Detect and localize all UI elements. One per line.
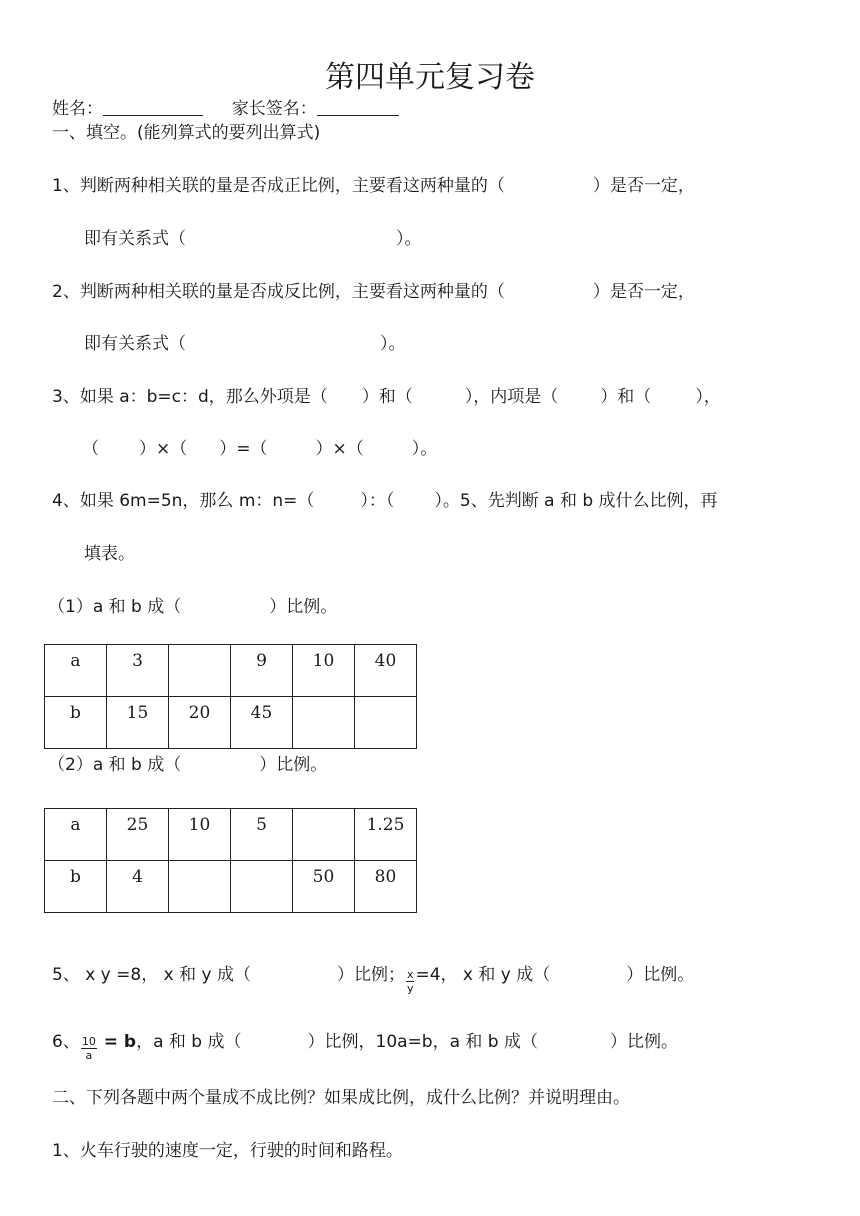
q3-text-h: ）=（ (219, 439, 268, 459)
q1-text-b: ）是否一定， (592, 176, 695, 196)
q3-text-g: ）×（ (139, 439, 188, 459)
sub1-text-b: ）比例。 (269, 597, 338, 617)
q3-line2 (82, 438, 437, 460)
sub1-line (48, 596, 337, 618)
q4-text-b: ）：（ (360, 491, 395, 511)
q4-line2: 填表。 (84, 544, 135, 564)
table-row (45, 809, 417, 861)
table-cell: 25 (107, 809, 169, 861)
table-cell: 50 (293, 861, 355, 913)
q6-text-d: ）比例。 (610, 1032, 679, 1052)
q6-fraction (81, 1035, 97, 1062)
table-cell[interactable] (169, 861, 231, 913)
table-cell[interactable] (355, 697, 417, 749)
q3-text-i: ）×（ (315, 439, 364, 459)
table-2 (44, 808, 417, 913)
q1-text-d: ）。 (396, 229, 422, 249)
q1-text-c: 即有关系式（ (84, 229, 186, 249)
q6-line (52, 1031, 678, 1062)
q3-text-e: ）， (695, 387, 721, 407)
q5-fraction (406, 968, 415, 995)
q4-text-c: ）。5、先判断 a 和 b 成什么比例，再 (434, 491, 718, 511)
table-cell: 1.25 (355, 809, 417, 861)
table-cell[interactable] (293, 809, 355, 861)
table-cell: 3 (107, 645, 169, 697)
q5-frac-num: x (406, 968, 414, 981)
sub2-text-a: （2）a 和 b 成（ (48, 755, 182, 775)
table-row (45, 645, 417, 697)
q5-text-b: ）比例； (336, 965, 405, 985)
table-cell: 15 (107, 697, 169, 749)
q3-line1 (52, 386, 721, 408)
q6-frac-den: a (85, 1049, 93, 1062)
table-row (45, 697, 417, 749)
section1-heading: 一、填空。(能列算式的要列出算式) (52, 123, 321, 143)
q4-line1 (52, 490, 718, 512)
table-cell[interactable] (293, 697, 355, 749)
q2-text-c: 即有关系式（ (84, 334, 186, 354)
table-row (45, 861, 417, 913)
table-cell: a (45, 809, 107, 861)
q3-text-j: ）。 (411, 439, 438, 459)
q5-text-c: =4， x 和 y 成（ (415, 965, 551, 985)
parent-sign-label: 家长签名： (231, 99, 317, 119)
sub1-text-a: （1）a 和 b 成（ (48, 597, 182, 617)
q2-line2 (84, 333, 406, 355)
table-cell: 40 (355, 645, 417, 697)
table-cell: b (45, 697, 107, 749)
q2-text-a: 2、判断两种相关联的量是否成反比例，主要看这两种量的（ (52, 282, 505, 302)
section2-heading: 二、下列各题中两个量成不成比例？如果成比例，成什么比例？并说明理由。 (52, 1088, 630, 1108)
q6-frac-num: 10 (81, 1035, 96, 1048)
table-cell: 20 (169, 697, 231, 749)
q2-line1 (52, 281, 695, 303)
page-title: 第四单元复习卷 (325, 60, 535, 95)
q3-text-b: ）和（ (361, 387, 413, 407)
q5-text-d: ）比例。 (626, 965, 695, 985)
q1-line2 (84, 228, 422, 250)
q2-text-d: ）。 (380, 334, 406, 354)
table-cell: 4 (107, 861, 169, 913)
table-cell: 10 (169, 809, 231, 861)
q5-text-a: 5、 x y =8， x 和 y 成（ (52, 965, 251, 985)
parent-sign-blank[interactable] (317, 97, 399, 116)
header-row (52, 97, 399, 120)
table-cell: a (45, 645, 107, 697)
section2-q1: 1、火车行驶的速度一定，行驶的时间和路程。 (52, 1141, 403, 1161)
q5-line (52, 964, 694, 995)
table-1 (44, 644, 417, 749)
q6-text-b: ，a 和 b 成（ (136, 1032, 242, 1052)
sub2-line (48, 754, 327, 776)
table-cell: 10 (293, 645, 355, 697)
q2-text-b: ）是否一定， (592, 282, 695, 302)
table-cell: 9 (231, 645, 293, 697)
q4-text-a: 4、如果 6m=5n，那么 m：n=（ (52, 491, 315, 511)
table-cell[interactable] (231, 861, 293, 913)
q5-frac-den: y (406, 982, 414, 995)
table-cell: 80 (355, 861, 417, 913)
name-label: 姓名： (52, 99, 103, 119)
q6-text-c: ）比例，10a=b，a 和 b 成（ (307, 1032, 539, 1052)
table-cell: 5 (231, 809, 293, 861)
sub2-text-b: ）比例。 (259, 755, 328, 775)
q3-text-f: （ (82, 439, 99, 459)
table-cell: b (45, 861, 107, 913)
q1-line1 (52, 175, 695, 197)
q1-text-a: 1、判断两种相关联的量是否成正比例，主要看这两种量的（ (52, 176, 505, 196)
q6-eq: = b (97, 1032, 137, 1052)
q3-text-a: 3、如果 a：b=c：d，那么外项是（ (52, 387, 328, 407)
table-cell: 45 (231, 697, 293, 749)
q6-text-a: 6、 (52, 1032, 80, 1052)
table-cell[interactable] (169, 645, 231, 697)
q3-text-d: ）和（ (600, 387, 652, 407)
q3-text-c: ），内项是（ (464, 387, 559, 407)
name-blank[interactable] (103, 97, 203, 116)
